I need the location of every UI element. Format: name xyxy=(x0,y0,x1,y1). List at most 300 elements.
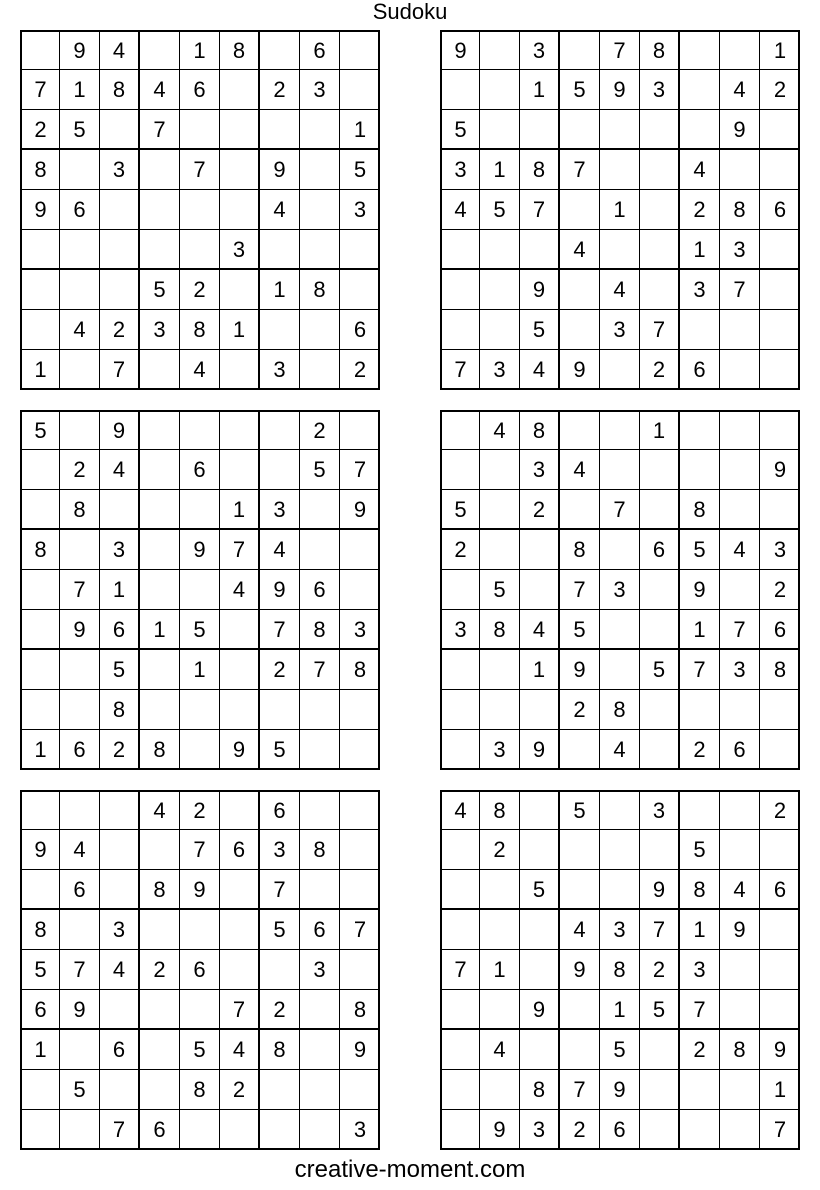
sudoku-cell: 8 xyxy=(760,650,800,690)
sudoku-cell: 3 xyxy=(680,270,720,310)
sudoku-cell: 2 xyxy=(180,270,220,310)
sudoku-cell xyxy=(340,690,380,730)
sudoku-cell: 4 xyxy=(480,1030,520,1070)
sudoku-cell xyxy=(520,950,560,990)
sudoku-cell: 6 xyxy=(140,1110,180,1150)
sudoku-cell: 8 xyxy=(520,412,560,450)
sudoku-cell: 9 xyxy=(720,910,760,950)
sudoku-cell: 9 xyxy=(60,990,100,1030)
sudoku-cell: 1 xyxy=(140,610,180,650)
sudoku-cell xyxy=(340,870,380,910)
sudoku-cell: 2 xyxy=(22,110,60,150)
sudoku-cell: 6 xyxy=(760,190,800,230)
sudoku-cell: 8 xyxy=(260,1030,300,1070)
sudoku-cell xyxy=(560,110,600,150)
sudoku-cell: 7 xyxy=(442,950,480,990)
sudoku-cell: 1 xyxy=(680,230,720,270)
sudoku-cell xyxy=(340,830,380,870)
sudoku-cell: 2 xyxy=(100,310,140,350)
sudoku-cell xyxy=(220,950,260,990)
sudoku-cell: 2 xyxy=(260,70,300,110)
sudoku-cell: 8 xyxy=(300,270,340,310)
sudoku-cell xyxy=(220,870,260,910)
sudoku-cell: 8 xyxy=(520,1070,560,1110)
sudoku-cell xyxy=(300,230,340,270)
sudoku-cell: 3 xyxy=(260,490,300,530)
sudoku-cell xyxy=(260,32,300,70)
sudoku-cell xyxy=(600,650,640,690)
sudoku-cell: 6 xyxy=(180,950,220,990)
sudoku-cell xyxy=(340,230,380,270)
sudoku-cell xyxy=(640,270,680,310)
sudoku-cell xyxy=(760,270,800,310)
sudoku-cell: 9 xyxy=(640,870,680,910)
sudoku-cell: 4 xyxy=(60,830,100,870)
sudoku-cell: 6 xyxy=(60,730,100,770)
sudoku-cell xyxy=(680,450,720,490)
sudoku-cell xyxy=(640,190,680,230)
sudoku-cell: 8 xyxy=(600,690,640,730)
site-footer: creative-moment.com xyxy=(294,1156,526,1183)
sudoku-cell xyxy=(442,570,480,610)
sudoku-cell xyxy=(300,792,340,830)
sudoku-cell xyxy=(680,110,720,150)
sudoku-cell xyxy=(220,150,260,190)
sudoku-cell xyxy=(100,990,140,1030)
sudoku-cell xyxy=(22,690,60,730)
sudoku-cell xyxy=(60,230,100,270)
sudoku-cell xyxy=(300,350,340,390)
sudoku-cell xyxy=(640,570,680,610)
sudoku-cell xyxy=(760,412,800,450)
sudoku-cell: 2 xyxy=(260,650,300,690)
sudoku-cell xyxy=(260,450,300,490)
sudoku-cell xyxy=(180,990,220,1030)
sudoku-cell xyxy=(600,610,640,650)
sudoku-cell: 6 xyxy=(60,190,100,230)
sudoku-cell: 6 xyxy=(760,610,800,650)
sudoku-cell: 2 xyxy=(680,1030,720,1070)
sudoku-cell xyxy=(60,150,100,190)
sudoku-cell xyxy=(100,870,140,910)
sudoku-cell: 9 xyxy=(760,1030,800,1070)
sudoku-cell: 5 xyxy=(260,910,300,950)
sudoku-cell: 3 xyxy=(600,310,640,350)
sudoku-cell: 3 xyxy=(340,190,380,230)
sudoku-cell: 3 xyxy=(520,32,560,70)
sudoku-cell xyxy=(180,570,220,610)
sudoku-cell xyxy=(480,450,520,490)
sudoku-cell: 1 xyxy=(60,70,100,110)
sudoku-cell: 3 xyxy=(300,950,340,990)
sudoku-cell: 9 xyxy=(600,1070,640,1110)
sudoku-grid-6 xyxy=(440,790,800,1150)
sudoku-cell: 1 xyxy=(760,1070,800,1110)
sudoku-cell: 5 xyxy=(480,570,520,610)
sudoku-cell: 9 xyxy=(720,110,760,150)
sudoku-cell xyxy=(180,1110,220,1150)
sudoku-cell: 9 xyxy=(480,1110,520,1150)
sudoku-cell xyxy=(22,270,60,310)
sudoku-cell xyxy=(480,1070,520,1110)
sudoku-cell xyxy=(300,190,340,230)
sudoku-cell xyxy=(60,270,100,310)
sudoku-cell xyxy=(220,190,260,230)
sudoku-cell: 2 xyxy=(180,792,220,830)
sudoku-cell: 5 xyxy=(60,1070,100,1110)
sudoku-cell xyxy=(220,690,260,730)
sudoku-cell xyxy=(140,490,180,530)
sudoku-cell: 4 xyxy=(480,412,520,450)
sudoku-cell xyxy=(220,910,260,950)
sudoku-cell: 7 xyxy=(340,910,380,950)
sudoku-cell: 4 xyxy=(100,950,140,990)
sudoku-cell: 7 xyxy=(600,490,640,530)
sudoku-cell xyxy=(480,870,520,910)
sudoku-cell: 8 xyxy=(300,830,340,870)
sudoku-cell xyxy=(300,730,340,770)
sudoku-cell xyxy=(520,570,560,610)
sudoku-cell xyxy=(442,450,480,490)
sudoku-cell xyxy=(100,270,140,310)
sudoku-cell xyxy=(600,230,640,270)
sudoku-cell: 9 xyxy=(60,610,100,650)
sudoku-cell xyxy=(480,230,520,270)
sudoku-cell xyxy=(300,1070,340,1110)
sudoku-cell xyxy=(720,570,760,610)
sudoku-cell xyxy=(22,650,60,690)
sudoku-cell: 5 xyxy=(60,110,100,150)
sudoku-cell xyxy=(560,870,600,910)
sudoku-cell: 3 xyxy=(442,610,480,650)
sudoku-cell xyxy=(640,1110,680,1150)
sudoku-cell: 1 xyxy=(22,730,60,770)
sudoku-cell xyxy=(560,830,600,870)
sudoku-cell: 5 xyxy=(560,70,600,110)
sudoku-cell xyxy=(560,1030,600,1070)
sudoku-cell xyxy=(300,870,340,910)
sudoku-cell: 6 xyxy=(720,730,760,770)
sudoku-cell: 8 xyxy=(340,650,380,690)
sudoku-cell xyxy=(22,450,60,490)
sudoku-cell xyxy=(442,230,480,270)
sudoku-cell xyxy=(442,690,480,730)
sudoku-cell xyxy=(720,450,760,490)
sudoku-cell: 4 xyxy=(100,450,140,490)
sudoku-cell xyxy=(340,32,380,70)
sudoku-cell xyxy=(560,270,600,310)
sudoku-cell xyxy=(600,412,640,450)
sudoku-cell: 7 xyxy=(180,830,220,870)
sudoku-cell xyxy=(140,690,180,730)
sudoku-cell: 5 xyxy=(22,950,60,990)
sudoku-cell: 6 xyxy=(60,870,100,910)
sudoku-cell xyxy=(300,490,340,530)
sudoku-cell xyxy=(560,730,600,770)
sudoku-cell: 5 xyxy=(520,870,560,910)
sudoku-cell: 7 xyxy=(560,150,600,190)
sudoku-cell: 5 xyxy=(560,792,600,830)
sudoku-cell xyxy=(300,1030,340,1070)
sudoku-cell: 5 xyxy=(640,650,680,690)
sudoku-cell xyxy=(60,350,100,390)
sudoku-cell xyxy=(220,1110,260,1150)
sudoku-cell xyxy=(480,530,520,570)
sudoku-cell: 5 xyxy=(180,1030,220,1070)
sudoku-cell xyxy=(560,490,600,530)
sudoku-cell xyxy=(600,870,640,910)
sudoku-cell xyxy=(640,490,680,530)
sudoku-cell: 4 xyxy=(520,350,560,390)
sudoku-cell xyxy=(720,950,760,990)
sudoku-cell: 7 xyxy=(140,110,180,150)
sudoku-cell: 6 xyxy=(300,570,340,610)
sudoku-cell xyxy=(520,530,560,570)
sudoku-cell xyxy=(720,150,760,190)
sudoku-cell xyxy=(60,530,100,570)
sudoku-cell xyxy=(22,32,60,70)
sudoku-cell: 9 xyxy=(260,570,300,610)
sudoku-cell: 9 xyxy=(22,190,60,230)
sudoku-cell xyxy=(180,110,220,150)
sudoku-cell xyxy=(140,830,180,870)
sudoku-cell xyxy=(442,990,480,1030)
sudoku-cell xyxy=(60,650,100,690)
sudoku-cell: 1 xyxy=(480,150,520,190)
sudoku-cell: 5 xyxy=(600,1030,640,1070)
sudoku-cell: 8 xyxy=(520,150,560,190)
sudoku-cell xyxy=(680,1110,720,1150)
sudoku-cell: 7 xyxy=(22,70,60,110)
sudoku-cell xyxy=(720,1070,760,1110)
sudoku-cell: 9 xyxy=(260,150,300,190)
sudoku-cell: 3 xyxy=(640,792,680,830)
sudoku-cell: 1 xyxy=(520,70,560,110)
sudoku-cell xyxy=(442,870,480,910)
sudoku-cell: 3 xyxy=(100,150,140,190)
sudoku-cell: 6 xyxy=(180,70,220,110)
sudoku-cell: 8 xyxy=(480,610,520,650)
sudoku-grid-5 xyxy=(20,790,380,1150)
sudoku-cell xyxy=(560,412,600,450)
page-title: Sudoku xyxy=(372,0,448,24)
sudoku-cell xyxy=(480,910,520,950)
sudoku-cell: 7 xyxy=(520,190,560,230)
sudoku-cell xyxy=(442,70,480,110)
sudoku-cell: 9 xyxy=(680,570,720,610)
sudoku-cell: 3 xyxy=(353,1117,367,1142)
sudoku-cell xyxy=(260,230,300,270)
sudoku-cell xyxy=(260,110,300,150)
sudoku-cell xyxy=(680,70,720,110)
sudoku-cell xyxy=(300,530,340,570)
sudoku-cell: 7 xyxy=(300,650,340,690)
sudoku-cell xyxy=(22,230,60,270)
sudoku-cell: 3 xyxy=(520,1110,560,1150)
sudoku-cell: 2 xyxy=(520,490,560,530)
sudoku-cell xyxy=(680,310,720,350)
sudoku-cell: 1 xyxy=(680,910,720,950)
sudoku-cell: 9 xyxy=(520,270,560,310)
sudoku-cell: 1 xyxy=(180,650,220,690)
sudoku-cell xyxy=(100,190,140,230)
sudoku-cell: 9 xyxy=(100,412,140,450)
sudoku-cell: 9 xyxy=(560,350,600,390)
sudoku-cell xyxy=(560,990,600,1030)
sudoku-cell: 8 xyxy=(180,310,220,350)
sudoku-cell xyxy=(300,150,340,190)
sudoku-cell xyxy=(180,230,220,270)
sudoku-cell xyxy=(260,950,300,990)
sudoku-cell xyxy=(640,830,680,870)
sudoku-cell: 5 xyxy=(340,150,380,190)
sudoku-cell: 8 xyxy=(560,530,600,570)
sudoku-cell: 5 xyxy=(560,610,600,650)
sudoku-cell xyxy=(760,910,800,950)
sudoku-cell: 5 xyxy=(680,530,720,570)
sudoku-cell: 6 xyxy=(22,990,60,1030)
sudoku-cell xyxy=(480,690,520,730)
sudoku-cell: 2 xyxy=(353,357,367,382)
sudoku-cell xyxy=(22,310,60,350)
sudoku-cell: 8 xyxy=(340,990,380,1030)
sudoku-cell xyxy=(560,310,600,350)
sudoku-cell: 9 xyxy=(22,830,60,870)
sudoku-cell xyxy=(760,230,800,270)
sudoku-cell: 6 xyxy=(180,450,220,490)
sudoku-cell: 2 xyxy=(680,730,720,770)
sudoku-cell xyxy=(442,1030,480,1070)
sudoku-cell: 3 xyxy=(600,570,640,610)
sudoku-cell: 8 xyxy=(100,70,140,110)
sudoku-cell: 8 xyxy=(60,490,100,530)
sudoku-cell xyxy=(140,32,180,70)
sudoku-cell: 4 xyxy=(560,450,600,490)
sudoku-cell xyxy=(260,1110,300,1150)
sudoku-cell xyxy=(140,650,180,690)
sudoku-cell: 1 xyxy=(600,990,640,1030)
sudoku-cell: 1 xyxy=(260,270,300,310)
sudoku-cell xyxy=(180,490,220,530)
sudoku-cell: 8 xyxy=(22,530,60,570)
sudoku-cell: 9 xyxy=(220,730,260,770)
sudoku-cell: 4 xyxy=(560,910,600,950)
sudoku-cell xyxy=(60,412,100,450)
sudoku-cell xyxy=(442,830,480,870)
sudoku-cell: 8 xyxy=(180,1070,220,1110)
sudoku-cell: 2 xyxy=(560,1110,600,1150)
sudoku-cell: 3 xyxy=(640,70,680,110)
sudoku-cell: 8 xyxy=(720,190,760,230)
sudoku-cell xyxy=(640,1070,680,1110)
sudoku-cell xyxy=(640,730,680,770)
sudoku-cell: 4 xyxy=(140,792,180,830)
sudoku-cell: 2 xyxy=(760,570,800,610)
sudoku-cell: 5 xyxy=(100,650,140,690)
sudoku-cell xyxy=(140,350,180,390)
sudoku-cell xyxy=(720,690,760,730)
sudoku-cell xyxy=(760,490,800,530)
sudoku-cell xyxy=(140,150,180,190)
sudoku-cell xyxy=(720,792,760,830)
sudoku-cell: 6 xyxy=(640,530,680,570)
sudoku-cell: 2 xyxy=(260,990,300,1030)
sudoku-cell xyxy=(260,1070,300,1110)
sudoku-cell: 6 xyxy=(340,310,380,350)
sudoku-cell: 6 xyxy=(680,350,720,390)
sudoku-cell xyxy=(520,110,560,150)
sudoku-cell: 7 xyxy=(220,990,260,1030)
sudoku-cell xyxy=(480,70,520,110)
sudoku-cell: 1 xyxy=(180,32,220,70)
sudoku-cell: 7 xyxy=(442,350,480,390)
sudoku-cell xyxy=(600,350,640,390)
sudoku-cell xyxy=(760,950,800,990)
sudoku-cell: 5 xyxy=(140,270,180,310)
sudoku-cell: 4 xyxy=(140,70,180,110)
sudoku-cell: 7 xyxy=(640,910,680,950)
sudoku-cell: 7 xyxy=(260,870,300,910)
sudoku-cell: 8 xyxy=(680,490,720,530)
sudoku-cell xyxy=(520,910,560,950)
sudoku-cell xyxy=(22,1070,60,1110)
sudoku-cell xyxy=(100,110,140,150)
sudoku-cell: 5 xyxy=(480,190,520,230)
sudoku-cell: 6 xyxy=(100,1030,140,1070)
sudoku-grid-2 xyxy=(440,30,800,390)
sudoku-cell: 1 xyxy=(640,412,680,450)
sudoku-cell: 5 xyxy=(680,830,720,870)
sudoku-cell xyxy=(300,990,340,1030)
sudoku-cell xyxy=(140,450,180,490)
sudoku-cell: 4 xyxy=(720,870,760,910)
sudoku-cell: 4 xyxy=(260,190,300,230)
sudoku-cell: 3 xyxy=(100,910,140,950)
sudoku-cell xyxy=(600,830,640,870)
sudoku-cell: 4 xyxy=(220,570,260,610)
sudoku-cell: 4 xyxy=(560,230,600,270)
sudoku-cell xyxy=(60,1030,100,1070)
sudoku-cell: 7 xyxy=(60,950,100,990)
sudoku-cell xyxy=(600,530,640,570)
sudoku-cell: 7 xyxy=(600,32,640,70)
sudoku-cell xyxy=(760,990,800,1030)
sudoku-cell xyxy=(60,910,100,950)
sudoku-cell xyxy=(340,1070,380,1110)
sudoku-cell: 6 xyxy=(760,870,800,910)
sudoku-cell: 3 xyxy=(300,70,340,110)
sudoku-cell xyxy=(760,730,800,770)
sudoku-cell xyxy=(22,1110,60,1150)
sudoku-cell: 8 xyxy=(680,870,720,910)
sudoku-cell xyxy=(140,990,180,1030)
sudoku-cell: 8 xyxy=(300,610,340,650)
sudoku-cell: 4 xyxy=(260,530,300,570)
sudoku-grid-4 xyxy=(440,410,800,770)
sudoku-cell xyxy=(760,110,800,150)
sudoku-cell xyxy=(760,150,800,190)
sudoku-cell xyxy=(300,310,340,350)
sudoku-cell xyxy=(220,350,260,390)
sudoku-cell xyxy=(180,730,220,770)
sudoku-cell: 1 xyxy=(680,610,720,650)
sudoku-cell xyxy=(300,110,340,150)
sudoku-cell xyxy=(220,610,260,650)
sudoku-cell xyxy=(560,190,600,230)
sudoku-cell xyxy=(140,910,180,950)
sudoku-cell xyxy=(300,690,340,730)
sudoku-cell: 7 xyxy=(100,350,140,390)
